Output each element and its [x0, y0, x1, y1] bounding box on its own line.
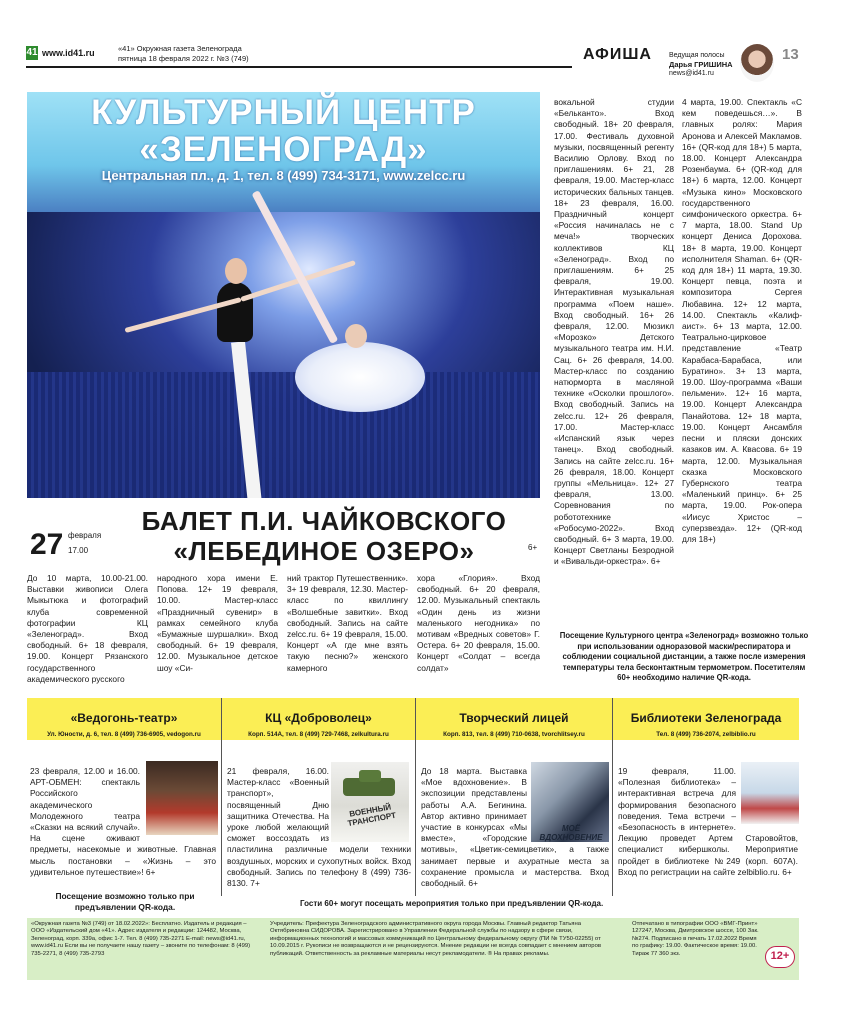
vedogon-text: 23 февраля, 12.00 и 16.00. АРТ-ОБМЕН: спектакль Российского академического Молодежного театра «Сказки на всякий случай». На сцене оживают предметы, насекомые и животные. Главная мысль постановки – «Жизнь – это удивительное путешествие»! 6+ — [30, 766, 216, 877]
venue-title-litsey: Творческий лицей — [459, 711, 569, 725]
site-url[interactable]: www.id41.ru — [42, 48, 95, 58]
events-column-6: 4 марта, 19.00. Спектакль «С кем поведешься…». В главных ролях: Мария Аронова и Алексей Макламов. 16+ (QR-код для 18+) 5 марта, 18.00. Концерт Александра Розенбаума. 6+ (QR-код для 18+) 6 марта, 12.00. Концерт «Музыка кино» Московского государственного симфонического оркестра. 6+ 7 марта, 18.00. Stand Up концерт Дениса Дорохова. 18+ 8 марта, 19.00. Концерт исполнителя Shaman. 6+ (QR-код для 18+) 11 марта, 19.30. Концерт певца, поэта и композитора Сергея Любавина. 12+ 12 марта, 14.00. Спектакль «Калиф-аист». 6+ 13 марта, 12.00. Театрально-цирковое представление «Театр Карабаса-Барабаса, или Буратино». 3+ 13 марта, 19.00. Шоу-программа «Ваши пельмени». 12+ 16 марта, 19.00. Концерт Александра Панайотова. 12+ 18 марта, 19.00. Концерт Ансамбля песни и пляски донских казаков им. А. Квасова. 6+ 19 марта, 12.00. Музыкальная сказка Московского Губернского театра «Маленький принц». 6+ 25 марта, 19.00. Рок-опера «Иисус Христос – суперзвезда». 12+ (QR-код для 18+) — [682, 97, 802, 544]
venue-divider — [612, 698, 613, 896]
editor-photo — [740, 44, 774, 82]
venue-title-biblioteki: Библиотеки Зеленограда — [630, 711, 782, 725]
poster-title: КУЛЬТУРНЫЙ ЦЕНТР «ЗЕЛЕНОГРАД» — [91, 93, 476, 169]
male-dancer-head — [225, 258, 247, 284]
guests-note: Гости 60+ могут посещать мероприятия только при предъявлении QR-кода. — [300, 899, 604, 908]
biblioteki-text: 19 февраля, 11.00. «Полезная библиотека» – интерактивная встреча для формирования безопасного поведения. Тема встречи – «Безопасность в интернете». Лекцию проведет Артем Старовойтов, специалист кибершколы. Мероприятие пройдет в библиотеке №249 (корп. 607А). Вход по регистрации на сайте zelbiblio.ru. 6+ — [618, 766, 798, 877]
ballet-age: 6+ — [528, 543, 538, 552]
ballet-time: 17.00 — [68, 546, 89, 555]
litsey-text: До 18 марта. Выставка «Мое вдохновение». В экспозиции представлены работы А.А. Бегинина. Автор активно принимает участие в конкурсах «Мы вместе», «Городские мотивы», «Цветик-семицветик», а также занимает первые и ахуратные места за сохранение промысла и мастерства. Вход свободный. 6+ — [421, 766, 609, 889]
imprint-founder: Учредитель: Префектура Зеленоградского административного округа города Москвы. Главный редактор Татьяна Октябриновна СИДОРОВА. Зарегистрировано в Управлении Федеральной службы по надзору в сфере связи, информационных технологий и массовых коммуникаций по Центральному федеральному округу (ПИ № ТУ50-02255) от 10.09.2015 г. Рукописи не возвращаются и не рецензируются. Мнение редакции не всегда совпадает с мнением авторов публикаций. Ответственность за рекламные материалы несут рекламодатели. ® На правах рекламы. — [270, 921, 601, 957]
venue-address-biblioteki: Тел. 8 (499) 736-2074, zelbiblio.ru — [656, 731, 756, 738]
dobrovolets-text: 21 февраля, 16.00. Мастер-класс «Военный транспорт», посвященный Дню защитника Отечества. На уроке любой желающий сможет воссоздать из пластилина различные модели техники воздушных, морских и сухопутных войск. Вход свободный. Запись по телефону 8 (499) 736-8130. 7+ — [227, 766, 411, 889]
vedogon-note: Посещение возможно только при предъявлении QR-кода. — [55, 891, 195, 912]
editor-name: Дарья ГРИШИНА — [669, 59, 733, 69]
venue-address-vedogon: Ул. Юности, д. 6, тел. 8 (499) 736-6905, vedogon.ru — [47, 731, 201, 738]
issue-info — [118, 44, 249, 64]
ballerina-head — [345, 324, 367, 348]
venue-title-dobrovolets: КЦ «Доброволец» — [265, 711, 372, 725]
editor-email[interactable]: news@id41.ru — [669, 70, 714, 77]
venue-address-litsey: Корп. 813, тел. 8 (499) 710-0638, tvorchlitsey.ru — [443, 731, 585, 738]
litsey-photo: МОЁ ВДОХНОВЕНИЕ — [531, 762, 609, 842]
venue-address-dobrovolets: Корп. 514А, тел. 8 (499) 729-7468, zelkultura.ru — [248, 731, 389, 738]
ballet-poster — [27, 92, 540, 498]
ballet-title: БАЛЕТ П.И. ЧАЙКОВСКОГО «ЛЕБЕДИНОЕ ОЗЕРО» — [141, 506, 507, 566]
dobrovolets-photo: ВОЕННЫЙ ТРАНСПОРТ — [331, 762, 409, 842]
events-column-4: хора «Глория». Вход свободный. 6+ 20 февраля, 12.00. Музыкальный спектакль «Один день из жизни маленького негодника» по мотивам «Вредных советов» Г. Остера. 6+ 20 февраля, 15.00. Концерт «Солдат – всегда солдат» — [417, 573, 540, 673]
events-column-5: вокальной студии «Бельканто». Вход свободный. 18+ 20 февраля, 17.00. Фестиваль духовной музыки, посвященный регенту Василию Орлову. Вход по приглашениям. 6+ 21, 28 февраля, 19.00. Мастер-класс исторических бальных танцев. 18+ 23 февраля, 16.00. Праздничный концерт «Россия начиналась не с меча!» творческих коллективов КЦ «Зеленоград». Вход по приглашениям. 6+ 25 февраля, 19.00. Интерактивная музыкальная программа «Поем наше». Вход свободный. 16+ 26 февраля, 12.00. Мюзикл «Морозко» Детского музыкального театра им. Н.И. Сац. 6+ 26 февраля, 14.00. Мастер-класс по созданию натюрморта в масляной технике «Осколки прошлого». Вход свободный. Запись на zelcc.ru. 12+ 26 февраля, 17.00. Мастер-класс «Испанский язык через танец». Вход свободный. Запись на сайте zelcc.ru. 16+ 26 февраля, 18.00. Концерт группы «Мельница». 12+ 27 февраля, 13.00. Соревнования по робототехнике «Робосумо-2022». Вход свободный. 6+ 3 марта, 19.00. Концерт Светланы Безродной и «Вивальди-оркестра». 6+ — [554, 97, 674, 567]
editor-role: Ведущая полосы — [669, 52, 725, 59]
imprint-publisher: «Окружная газета №3 (749) от 18.02.2022»: Бесплатно. Издатель и редакция – ООО «Издательский дом «41». Адрес издателя и редакции: 124482, Москва, Зеленоград, корп. 339а, офис 1-7. Тел. 8 (499) 735-2271 E-mail: news@id41.ru, www.id41.ru Если вы не получаете нашу газету – звоните по телефонам: 8 (499) 735-2271, 8 (499) 735-2793 — [31, 921, 251, 957]
poster-address: Центральная пл., д. 1, тел. 8 (499) 734-3171, www.zelcc.ru — [101, 168, 466, 183]
newspaper-logo: 41 — [26, 47, 38, 58]
age-rating-badge: 12+ — [765, 946, 795, 968]
ballet-month: февраля — [68, 531, 102, 540]
issue-date: пятница 18 февраля 2022 г. №3 (749) — [118, 54, 249, 63]
events-column-3: ний трактор Путешественник». 3+ 19 февраля, 12.30. Мастер-класс по квиллингу «Волшебные завитки». Вход свободный. Запись на сайте zelcc.ru. 6+ 19 февраля, 15.00. Концерт «А где мне взять такую песню?» женского камерного — [287, 573, 408, 673]
header-rule — [26, 66, 572, 68]
issue-title: «41» Окружная газета Зеленограда — [118, 44, 242, 53]
venue-divider — [415, 698, 416, 896]
events-column-1: До 10 марта, 10.00-21.00. Выставки живописи Олега Мыкытюка и фотографий клуба современной фотографии КЦ «Зеленоград». Вход свободный. 6+ 18 февраля, 19.00. Концерт Рязанского государственного академического русского — [27, 573, 148, 684]
page-number: 13 — [782, 46, 799, 63]
ballerina-tutu — [295, 342, 425, 412]
venue-divider — [221, 698, 222, 896]
zelcc-notice: Посещение Культурного центра «Зеленоград» возможно только при использовании одноразовой маски/респиратора и соблюдении социальной дистанции, а также после измерения температуры тела бесконтактным термометром. Посетителям 60+ необходимо наличие QR-кода. — [559, 631, 809, 682]
ballet-day: 27 — [30, 528, 64, 561]
poster-audience — [27, 372, 540, 498]
venue-title-vedogon: «Ведогонь-театр» — [70, 711, 178, 725]
imprint-printing: Отпечатано в типографии ООО «ВМГ-Принт» 127247, Москва, Дмитровское шоссе, 100 Зак. №274. Подписано в печать 17.02.2022 Время по графику: 19.00. Фактическое время: 19.00. Тираж 77 360 экз. — [632, 921, 759, 957]
editor-info — [669, 52, 733, 79]
events-column-2: народного хора имени Е. Попова. 12+ 19 февраля, 10.00. Мастер-класс «Праздничный сувенир» в рамках семейного клуба «Бумажные шуршалки». Вход свободный. 6+ 19 февраля, 12.00. Музыкальное детское шоу «Си- — [157, 573, 278, 673]
male-dancer — [217, 282, 253, 342]
section-title: АФИША — [583, 46, 652, 63]
